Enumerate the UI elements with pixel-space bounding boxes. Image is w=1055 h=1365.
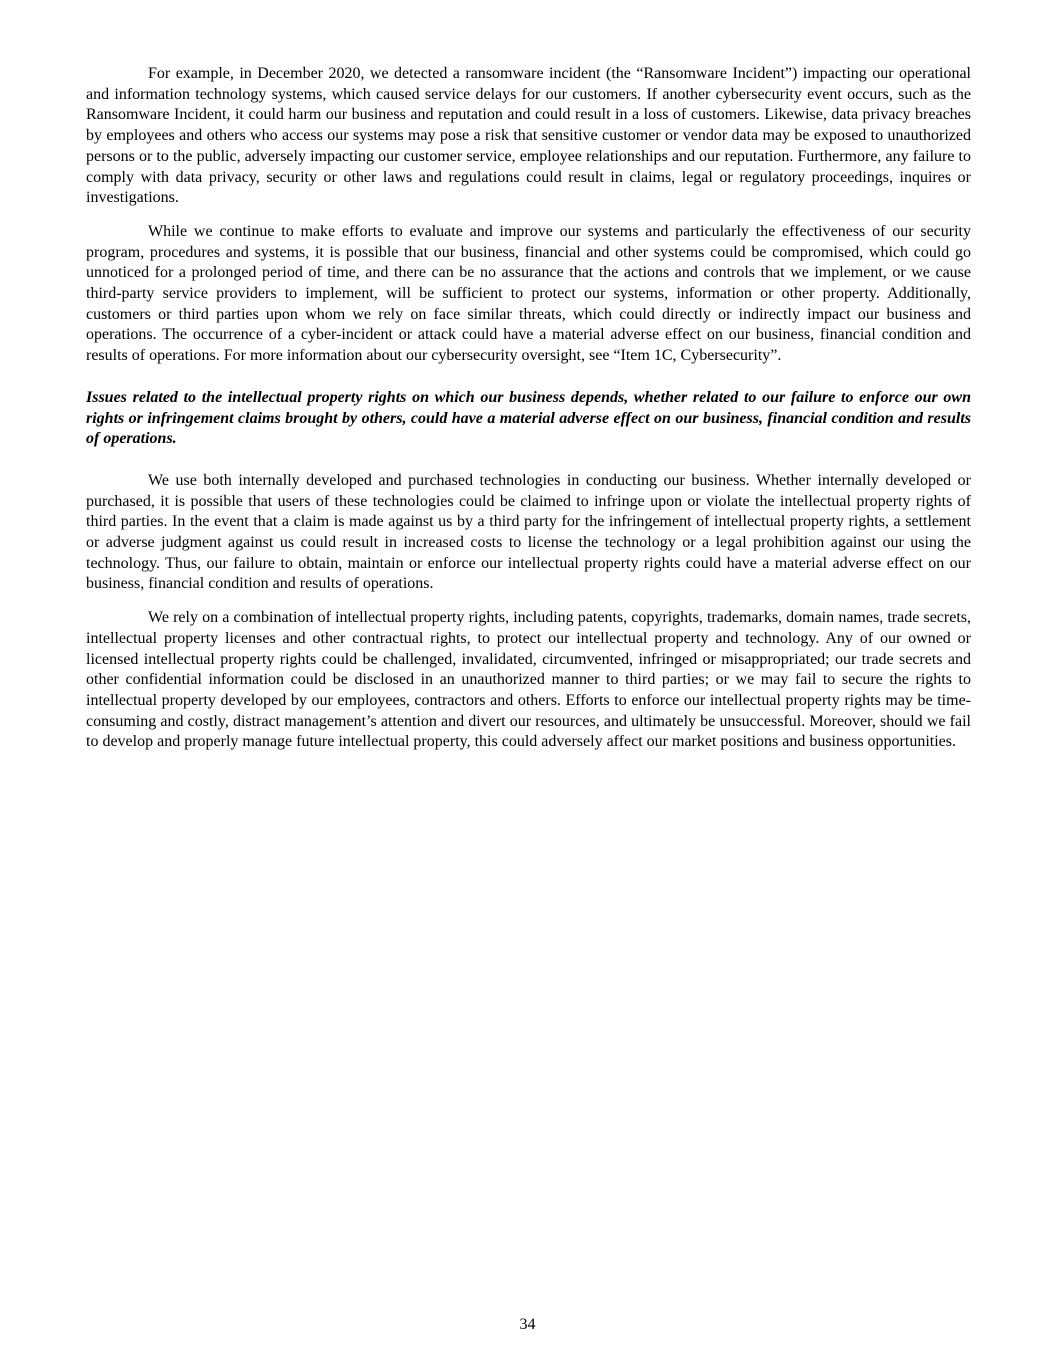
page-number: 34 [519, 1316, 536, 1333]
paragraph-ransomware-incident: For example, in December 2020, we detected a ransomware incident (the “Ransomware Incident”) impacting our operational and information technology systems, which caused service delays for our customers. If another cybersecurity event occurs, such as the Ransomware Incident, it could harm our business and reputation and could result in a loss of customers. Likewise, data privacy breaches by employees and others who access our systems may pose a risk that sensitive customer or vendor data may be exposed to unauthorized persons or to the public, adversely impacting our customer service, employee relationships and our reputation. Furthermore, any failure to comply with data privacy, security or other laws and regulations could result in claims, legal or regulatory proceedings, inquires or investigations. [86, 65, 971, 207]
paragraph-ip-protection: We rely on a combination of intellectual property rights, including patents, copyrights, trademarks, domain names, trade secrets, intellectual property licenses and other contractual rights, to protect our intellectual property and technology. Any of our owned or licensed intellectual property rights could be challenged, invalidated, circumvented, infringed or misappropriated; our trade secrets and other confidential information could be disclosed in an unauthorized manner to third parties; or we may fail to secure the rights to intellectual property developed by our employees, contractors and others. Efforts to enforce our intellectual property rights may be time-consuming and costly, distract management’s attention and divert our resources, and ultimately be unsuccessful. Moreover, should we fail to develop and properly manage future intellectual property, this could adversely affect our market positions and business opportunities. [86, 609, 971, 751]
paragraph-security-systems: While we continue to make efforts to evaluate and improve our systems and particularly the effectiveness of our security program, procedures and systems, it is possible that our business, financial and other systems could be compromised, which could go unnoticed for a prolonged period of time, and there can be no assurance that the actions and controls that we implement, or we cause third-party service providers to implement, will be sufficient to protect our systems, information or other property. Additionally, customers or third parties upon whom we rely on face similar threats, which could directly or indirectly impact our business and operations. The occurrence of a cyber-incident or attack could have a material adverse effect on our business, financial condition and results of operations. For more information about our cybersecurity oversight, see “Item 1C, Cybersecurity”. [86, 222, 971, 365]
page-content [86, 64, 971, 766]
page-footer [0, 1316, 1055, 1334]
risk-factor-heading-intellectual-property: Issues related to the intellectual property rights on which our business depends, whether related to our failure to enforce our own rights or infringement claims brought by others, could have a material adverse effect on our business, financial condition and results of operations. [86, 388, 971, 448]
paragraph-technologies-use: We use both internally developed and purchased technologies in conducting our business. Whether internally developed or purchased, it is possible that users of these technologies could be claimed to infringe upon or violate the intellectual property rights of third parties. In the event that a claim is made against us by a third party for the infringement of intellectual property rights, a settlement or adverse judgment against us could result in increased costs to license the technology or a legal prohibition against our using the technology. Thus, our failure to obtain, maintain or enforce our intellectual property rights could have a material adverse effect on our business, financial condition and results of operations. [86, 471, 971, 593]
